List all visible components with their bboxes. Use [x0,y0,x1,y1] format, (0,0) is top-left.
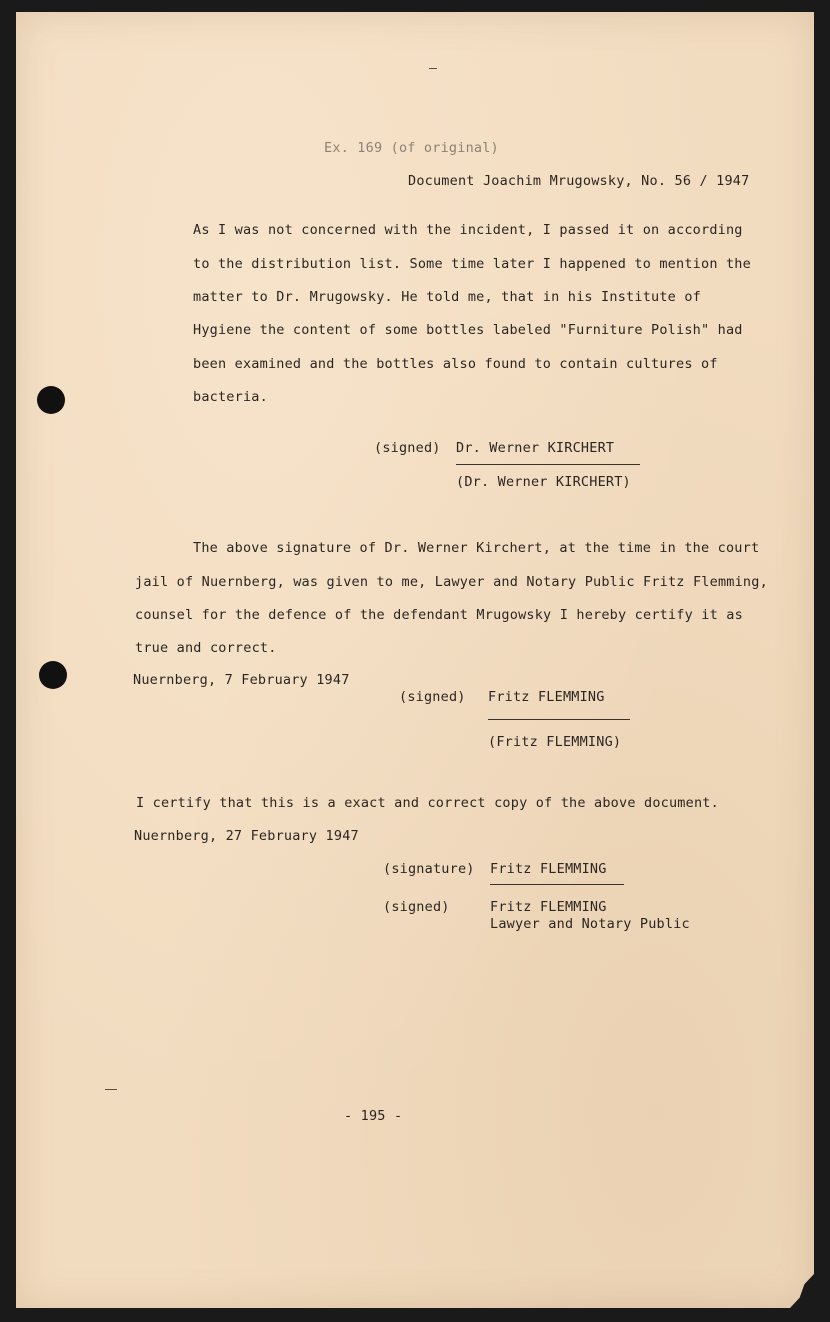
signature-kirchert: Dr. Werner KIRCHERT [456,440,615,456]
certification-line: jail of Nuernberg, was given to me, Lawyer and Notary Public Fritz Flemming, [135,574,768,590]
statement-line: As I was not concerned with the incident, I passed it on according [193,222,743,238]
signature-line [490,884,624,885]
printed-name-kirchert: (Dr. Werner KIRCHERT) [456,474,631,490]
punch-hole-top [37,386,65,414]
copy-certification-line: I certify that this is a exact and correct copy of the above document. [136,795,719,811]
place-date: Nuernberg, 7 February 1947 [133,672,350,688]
signature-flemming: Fritz FLEMMING [488,689,605,705]
statement-line: bacteria. [193,389,268,405]
statement-line: matter to Dr. Mrugowsky. He told me, that in his Institute of [193,289,701,305]
place-date: Nuernberg, 27 February 1947 [134,828,359,844]
translation-label: Ex. 169 (of original) [324,140,499,156]
signature-line [488,719,630,720]
notary-title: Lawyer and Notary Public [490,916,690,932]
notary-name: Fritz FLEMMING [490,899,607,915]
page-number: - 195 - [344,1108,403,1124]
statement-line: to the distribution list. Some time later I happened to mention the [193,256,751,272]
signed-label: (signed) [374,440,441,456]
signature-flemming: Fritz FLEMMING [490,861,607,877]
certification-line: counsel for the defence of the defendant Mrugowsky I hereby certify it as [135,607,743,623]
signed-label: (signed) [383,899,450,915]
signed-label: (signed) [399,689,466,705]
stray-mark [429,68,437,69]
signature-line [456,464,640,465]
printed-name-flemming: (Fritz FLEMMING) [488,734,622,750]
statement-line: Hygiene the content of some bottles labeled "Furniture Polish" had [193,322,743,338]
signature-label: (signature) [383,861,475,877]
torn-corner [790,1274,814,1308]
punch-hole-bottom [39,661,67,689]
stray-mark [105,1089,117,1090]
certification-line: true and correct. [135,640,277,656]
statement-line: been examined and the bottles also found to contain cultures of [193,356,718,372]
document-reference: Document Joachim Mrugowsky, No. 56 / 1947 [408,173,750,189]
certification-line: The above signature of Dr. Werner Kirchert, at the time in the court [193,540,760,556]
document-page [16,12,814,1308]
